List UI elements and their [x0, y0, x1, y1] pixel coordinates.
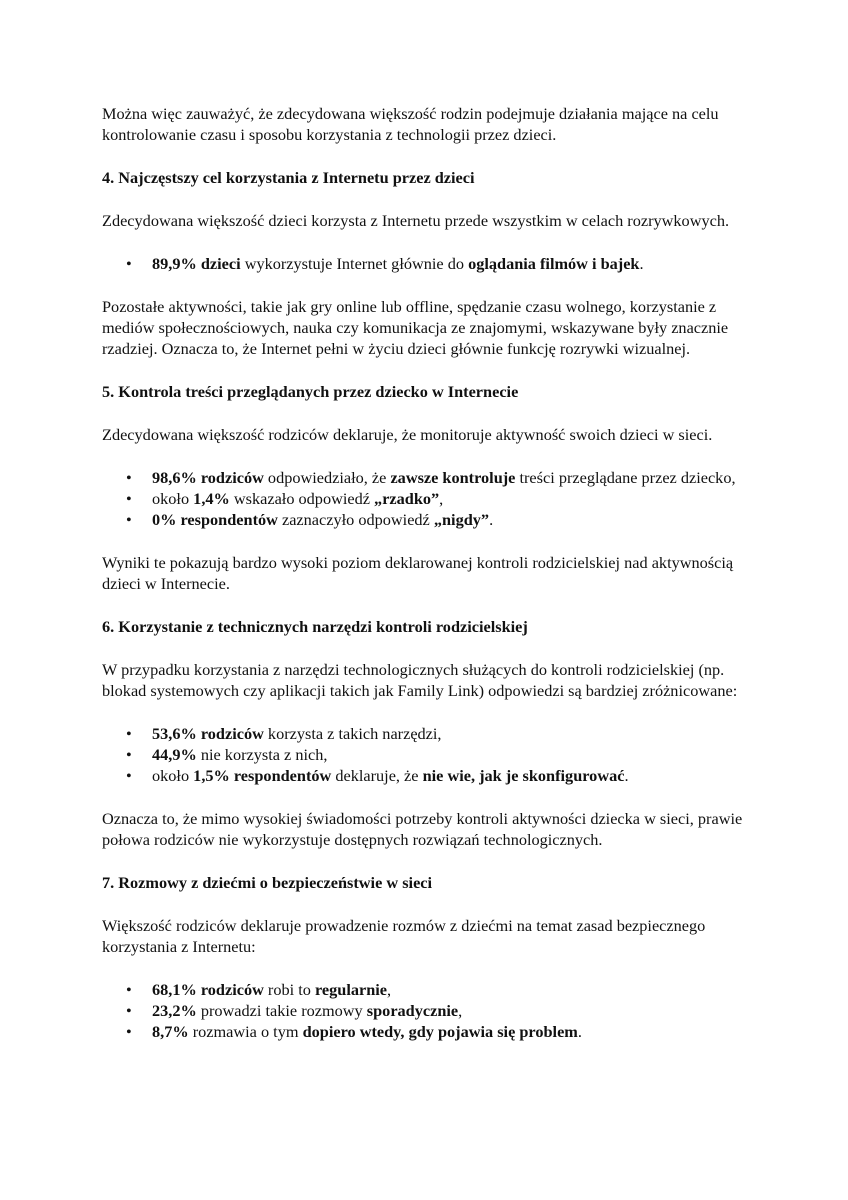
list-item: • około 1,5% respondentów deklaruje, że nie wie, jak je skonfigurować. — [102, 765, 762, 786]
list-item: • 23,2% prowadzi takie rozmowy sporadycznie, — [102, 1000, 762, 1021]
section-5-paragraph-1: Zdecydowana większość rodziców deklaruje, że monitoruje aktywność swoich dzieci w sieci. — [102, 425, 713, 444]
section-5-paragraph-2: Wyniki te pokazują bardzo wysoki poziom deklarowanej kontroli rodzicielskiej nad aktywnością dzieci w Internecie. — [102, 553, 734, 593]
section-5-list — [102, 467, 762, 530]
section-4-paragraph-1: Zdecydowana większość dzieci korzysta z Internetu przede wszystkim w celach rozrywkowych. — [102, 211, 730, 230]
list-item: • 0% respondentów zaznaczyło odpowiedź „nigdy”. — [102, 509, 762, 530]
section-5-heading: 5. Kontrola treści przeglądanych przez dziecko w Internecie — [102, 382, 519, 401]
section-6-list — [102, 723, 762, 786]
list-item: • około 1,4% wskazało odpowiedź „rzadko”, — [102, 488, 762, 509]
section-4-heading: 4. Najczęstszy cel korzystania z Internetu przez dzieci — [102, 168, 475, 187]
list-item: • 44,9% nie korzysta z nich, — [102, 744, 762, 765]
section-4-paragraph-2: Pozostałe aktywności, takie jak gry online lub offline, spędzanie czasu wolnego, korzystanie z mediów społecznościowych, nauka czy komunikacja ze znajomymi, wskazywane były znacznie rzadziej. Oznacza to, że Internet pełni w życiu dzieci głównie funkcję rozrywki wizualnej. — [102, 297, 729, 358]
list-item: • 98,6% rodziców odpowiedziało, że zawsze kontroluje treści przeglądane przez dziecko, — [102, 467, 762, 488]
list-item: • 53,6% rodziców korzysta z takich narzędzi, — [102, 723, 762, 744]
list-item: • 68,1% rodziców robi to regularnie, — [102, 979, 762, 1000]
list-item: • 89,9% dzieci wykorzystuje Internet głównie do oglądania filmów i bajek. — [102, 253, 762, 274]
section-6-paragraph-2: Oznacza to, że mimo wysokiej świadomości potrzeby kontroli aktywności dziecka w sieci, prawie połowa rodziców nie wykorzystuje dostępnych rozwiązań technologicznych. — [102, 809, 743, 849]
section-6-paragraph-1: W przypadku korzystania z narzędzi technologicznych służących do kontroli rodzicielskiej (np. blokad systemowych czy aplikacji takich jak Family Link) odpowiedzi są bardziej zróżnicowane: — [102, 660, 738, 700]
section-6-heading: 6. Korzystanie z technicznych narzędzi kontroli rodzicielskiej — [102, 617, 528, 636]
document-body — [102, 103, 762, 1064]
section-7-paragraph-1: Większość rodziców deklaruje prowadzenie rozmów z dziećmi na temat zasad bezpiecznego korzystania z Internetu: — [102, 916, 706, 956]
section-4-list — [102, 253, 762, 274]
section-7-heading: 7. Rozmowy z dziećmi o bezpieczeństwie w sieci — [102, 873, 433, 892]
list-item: • 8,7% rozmawia o tym dopiero wtedy, gdy pojawia się problem. — [102, 1021, 762, 1042]
intro-paragraph: Można więc zauważyć, że zdecydowana większość rodzin podejmuje działania mające na celu kontrolowanie czasu i sposobu korzystania z technologii przez dzieci. — [102, 104, 719, 144]
section-7-list — [102, 979, 762, 1042]
